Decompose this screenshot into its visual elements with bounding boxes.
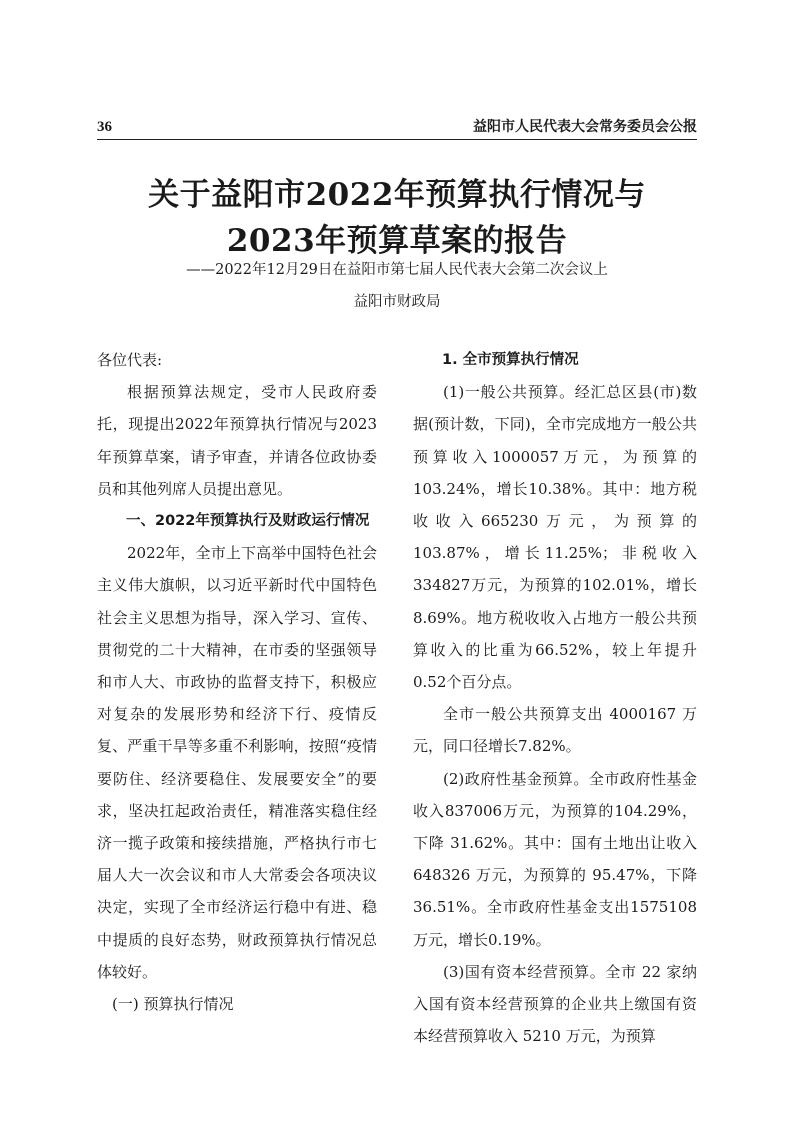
section-heading: 一、2022年预算执行及财政运行情况 xyxy=(126,513,370,530)
report-title xyxy=(97,172,697,264)
left-column xyxy=(97,344,377,1020)
greeting: 各位代表: xyxy=(97,351,163,369)
expenditure-paragraph: 全市一般公共预算支出 4000167 万元，同口径增长7.82%。 xyxy=(413,705,697,756)
report-author: 益阳市财政局 xyxy=(353,294,441,310)
title-line-2: 2023年预算草案的报告 xyxy=(226,223,568,259)
subsection-heading: (一) 预算执行情况 xyxy=(112,995,234,1014)
page-header xyxy=(97,114,697,136)
fund-budget-paragraph: (2)政府性基金预算。全市政府性基金收入837006万元，为预算的104.29%，下降 31.62%。其中：国有土地出让收入648326 万元，为预算的 95.47%，下降36.51%。全市政府性基金支出1575108万元，增长0.19%。 xyxy=(413,769,697,949)
subsection-title: 1. 全市预算执行情况 xyxy=(442,352,579,368)
general-budget-paragraph: (1)一般公共预算。经汇总区县(市)数据(预计数，下同)，全市完成地方一般公共预算收入1000057万元，为预算的103.24%，增长10.38%。其中：地方税收收入665230万元，为预算的103.87%，增长11.25%；非税收入334827万元，为预算的102.01%，增长8.69%。地方税收收入占地方一般公共预算收入的比重为66.52%，较上年提升0.52个百分点。 xyxy=(413,383,697,692)
journal-name: 益阳市人民代表大会常务委员会公报 xyxy=(473,119,697,135)
section-paragraph: 2022年，全市上下高举中国特色社会主义伟大旗帜，以习近平新时代中国特色社会主义思想为指导，深入学习、宣传、贯彻党的二十大精神，在市委的坚强领导和市人大、市政协的监督支持下，积极应对复杂的发展形势和经济下行、疫情反复、严重干旱等多重不利影响，按照“疫情要防住、经济要稳住、发展要安全”的要求，坚决扛起政治责任，精准落实稳住经济一揽子政策和接续措施，严格执行市七届人大一次会议和市人大常委会各项决议决定，实现了全市经济运行稳中有进、稳中提质的良好态势，财政预算执行情况总体较好。 xyxy=(97,544,377,981)
title-line-1: 关于益阳市2022年预算执行情况与 xyxy=(148,177,646,213)
right-column xyxy=(413,344,697,1052)
intro-paragraph: 根据预算法规定，受市人民政府委托，现提出2022年预算执行情况与2023年预算草案，请予审查，并请各位政协委员和其他列席人员提出意见。 xyxy=(97,383,377,498)
header-rule xyxy=(97,139,697,140)
report-subtitle: ——2022年12月29日在益阳市第七届人民代表大会第二次会议上 xyxy=(186,262,608,278)
page-number: 36 xyxy=(97,119,112,135)
state-capital-paragraph: (3)国有资本经营预算。全市 22 家纳入国有资本经营预算的企业共上缴国有资本经营预算收入 5210 万元，为预算 xyxy=(413,962,697,1046)
